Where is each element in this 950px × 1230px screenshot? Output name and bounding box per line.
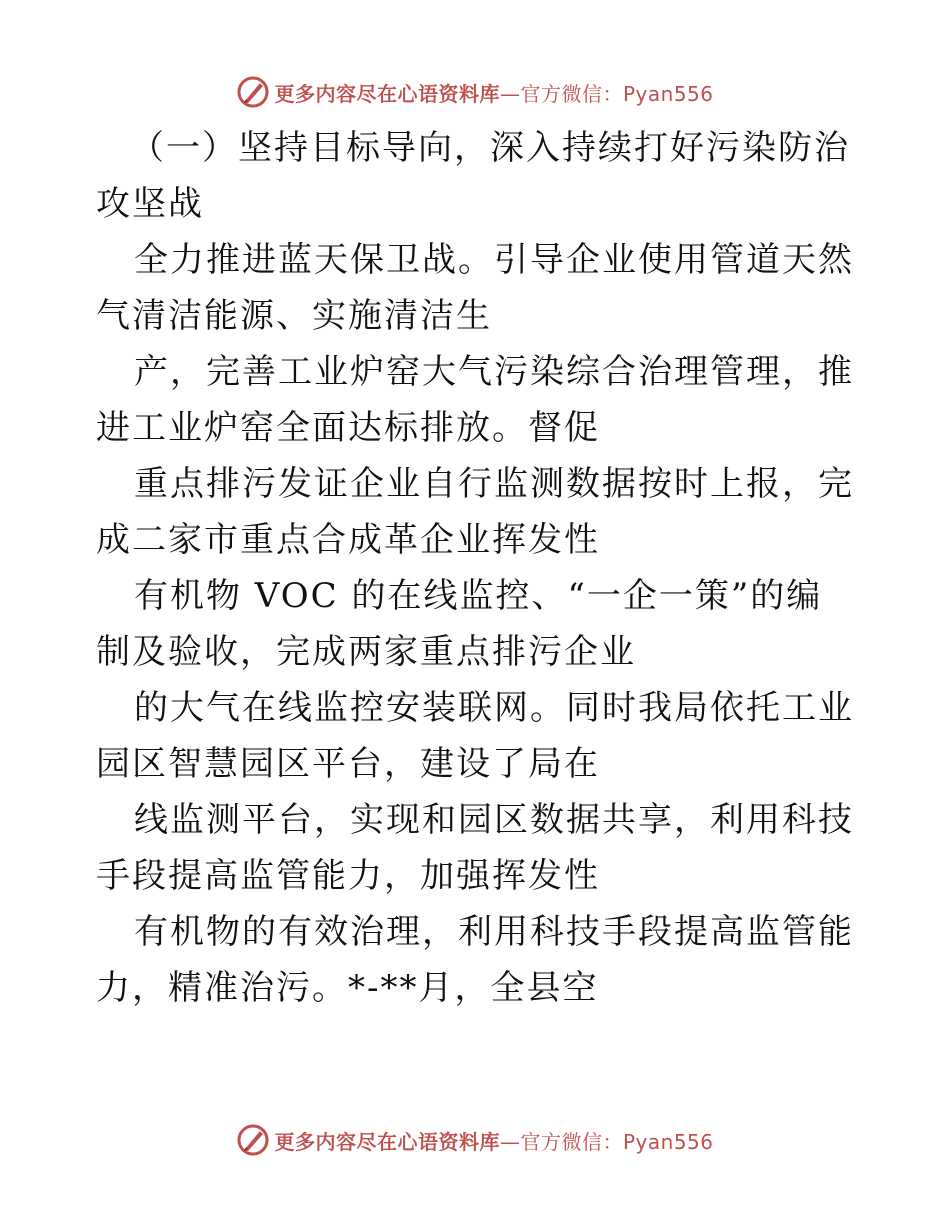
quill-logo-icon <box>236 1123 270 1157</box>
watermark-official: 官方微信： <box>520 81 623 106</box>
text-line: 二家市重点合成革企业挥发性 <box>132 520 600 560</box>
paragraph <box>96 904 856 1016</box>
text-line: 产，完善工业炉窑大气污染综合治理管理，推进 <box>96 352 854 448</box>
footer-watermark <box>0 1120 950 1160</box>
paragraph <box>96 456 856 568</box>
text-line: 坚战 <box>132 184 204 224</box>
text-line: 线监测平台，实现和园区数据共享，利用科技手 <box>96 800 854 896</box>
quill-logo-icon <box>236 75 270 109</box>
watermark-brand: 更多内容尽在心语资料库 <box>274 1129 500 1154</box>
text-line: 区智慧园区平台，建设了局在 <box>132 744 600 784</box>
text-line: 全力推进蓝天保卫战。引导企业使用管道天然气 <box>96 240 854 336</box>
paragraph <box>96 568 856 680</box>
watermark-brand: 更多内容尽在心语资料库 <box>274 81 500 106</box>
watermark-id: Pyan556 <box>622 1129 714 1154</box>
text-line: 及验收，完成两家重点排污企业 <box>132 632 636 672</box>
text-line: 力，精准治污。*-**月，全县空 <box>96 968 599 1008</box>
text-line: 有机物的有效治理，利用科技手段提高监管能 <box>134 912 854 952</box>
text-line: 有机物 VOC 的在线监控、“一企一策”的编制 <box>96 576 823 672</box>
text-line: 重点排污发证企业自行监测数据按时上报，完成 <box>96 464 854 560</box>
text-line: （一）坚持目标导向，深入持续打好污染防治攻 <box>96 128 850 224</box>
text-line: 的大气在线监控安装联网。同时我局依托工业园 <box>96 688 854 784</box>
paragraph <box>96 232 856 344</box>
watermark-text <box>274 1126 713 1155</box>
paragraph <box>96 344 856 456</box>
paragraph <box>96 680 856 792</box>
text-line: 工业炉窑全面达标排放。督促 <box>132 408 600 448</box>
section-heading <box>96 120 856 232</box>
text-line: 清洁能源、实施清洁生 <box>132 296 492 336</box>
watermark-id: Pyan556 <box>622 81 714 106</box>
watermark-dash: — <box>499 81 521 106</box>
watermark-text <box>274 78 713 107</box>
header-watermark <box>0 72 950 112</box>
text-line: 段提高监管能力，加强挥发性 <box>132 856 600 896</box>
document-body <box>96 120 856 1016</box>
watermark-official: 官方微信： <box>520 1129 623 1154</box>
watermark-dash: — <box>499 1129 521 1154</box>
paragraph <box>96 792 856 904</box>
